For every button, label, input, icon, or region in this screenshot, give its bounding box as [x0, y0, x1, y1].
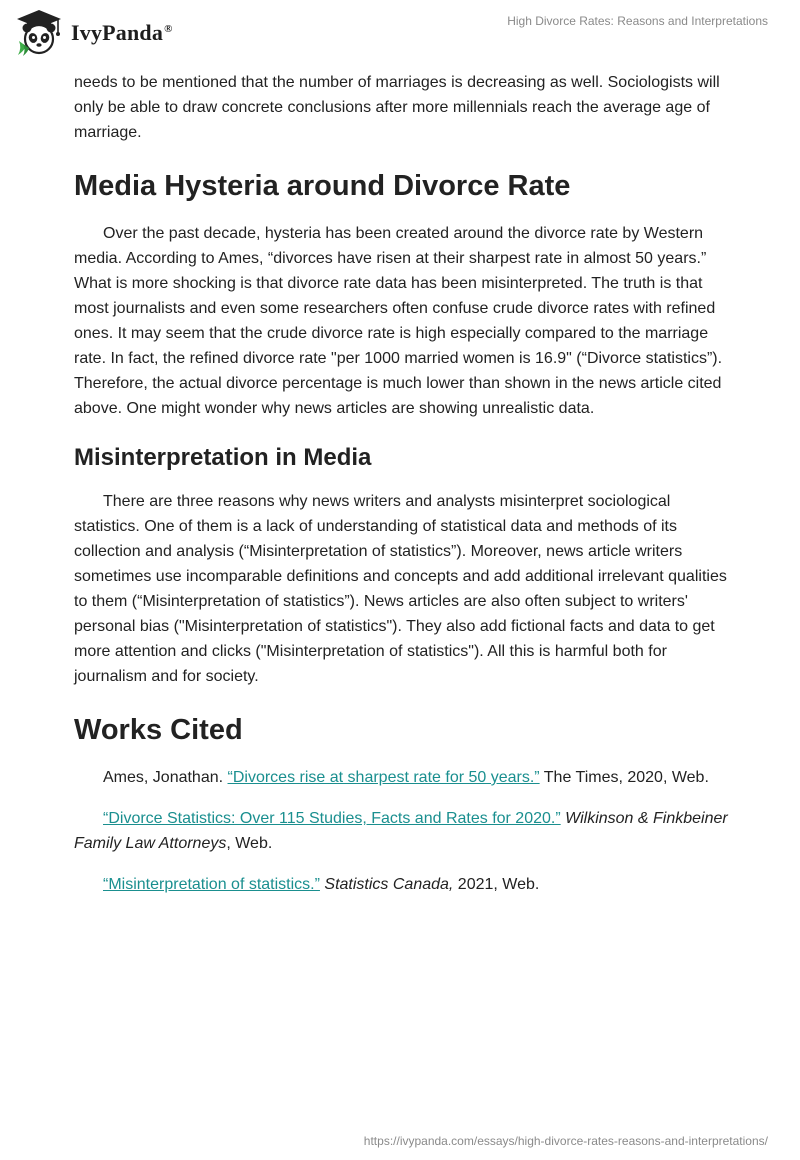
- ivypanda-logo[interactable]: [14, 8, 173, 58]
- section-paragraph-misinterpretation: There are three reasons why news writers and analysts misinterpret sociological statistics. One of them is a lack of understanding of statistical data and methods of its collection and analysis (“Misinterpretation of statistics”). Moreover, news article writers sometimes use incomparable definitions and concepts and add additional irrelevant qualities to them (“Misinterpretation of statistics”). News articles are also often subject to writers' personal bias ("Misinterpretation of statistics"). They also add fictional facts and data to get more attention and clicks ("Misinterpretation of statistics"). All this is harmful both for journalism and for society.: [74, 493, 727, 685]
- document-title: High Divorce Rates: Reasons and Interpretations: [507, 14, 768, 28]
- intro-paragraph: needs to be mentioned that the number of marriages is decreasing as well. Sociologists will only be able to draw concrete conclusions after more millennials reach the average age of marriage.: [74, 74, 720, 141]
- citation-link[interactable]: “Divorce Statistics: Over 115 Studies, Facts and Rates for 2020.”: [103, 810, 561, 827]
- section-paragraph-media-hysteria: Over the past decade, hysteria has been created around the divorce rate by Western media. According to Ames, “divorces have risen at their sharpest rate in almost 50 years.” What is more shocking is that divorce rate data has been misinterpreted. The truth is that most journalists and even some researchers often confuse crude divorce rates with refined ones. It may seem that the crude divorce rate is high especially compared to the marriage rate. In fact, the refined divorce rate "per 1000 married women is 16.9" (“Divorce statistics”). Therefore, the actual divorce percentage is much lower than shown in the news article cited above. One might wonder why news articles are showing unrealistic data.: [74, 225, 723, 417]
- citation-entry: [74, 765, 734, 790]
- logo-wordmark: IvyPanda®: [71, 20, 173, 45]
- citation-source: Wilkinson & Finkbeiner Family Law Attorneys: [74, 810, 728, 852]
- essay-content: [74, 70, 734, 913]
- citation-suffix: The Times, 2020, Web.: [539, 769, 709, 786]
- citation-entry: [74, 872, 734, 897]
- page-header: [0, 0, 800, 66]
- citation-link[interactable]: “Divorces rise at sharpest rate for 50 years.”: [227, 769, 540, 786]
- panda-graduate-icon: [14, 8, 64, 58]
- footer-url: https://ivypanda.com/essays/high-divorce-rates-reasons-and-interpretations/: [363, 1134, 768, 1148]
- section-heading-misinterpretation: Misinterpretation in Media: [74, 444, 372, 471]
- works-cited-heading: Works Cited: [74, 714, 243, 746]
- section-heading-media-hysteria: Media Hysteria around Divorce Rate: [74, 170, 571, 202]
- citation-suffix: , Web.: [226, 835, 273, 852]
- citation-suffix: 2021, Web.: [453, 876, 540, 893]
- citation-prefix: Ames, Jonathan.: [103, 769, 228, 786]
- citation-entry: [74, 806, 734, 856]
- citation-link[interactable]: “Misinterpretation of statistics.”: [103, 876, 320, 893]
- citation-source: Statistics Canada,: [319, 876, 454, 893]
